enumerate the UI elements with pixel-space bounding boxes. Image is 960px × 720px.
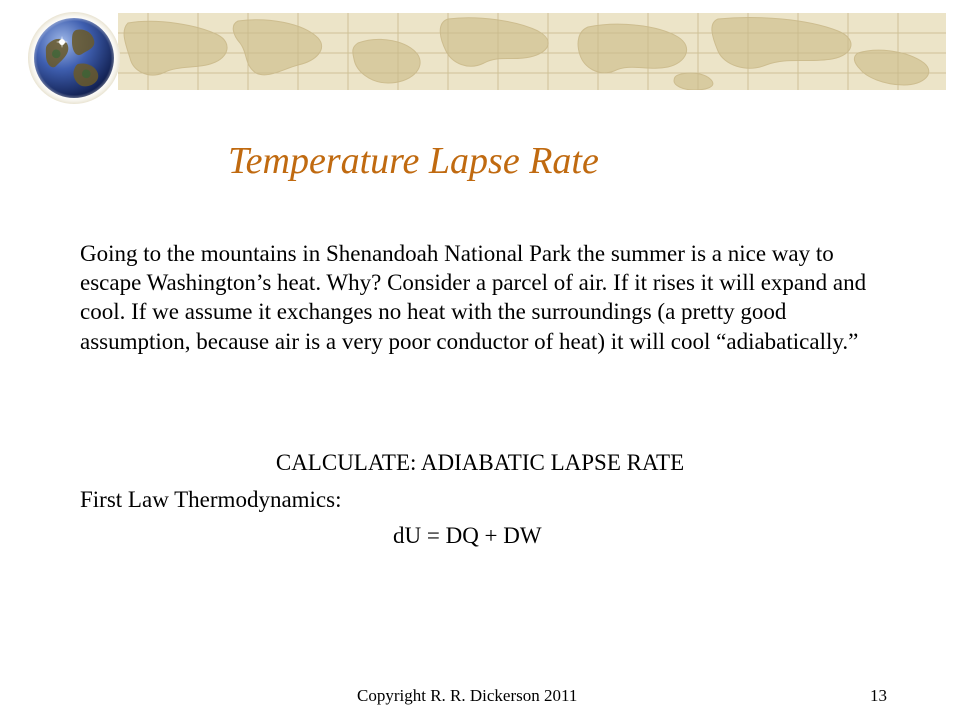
globe-icon — [26, 10, 122, 106]
slide-page-number: 13 — [870, 686, 887, 705]
world-map-banner — [118, 13, 946, 90]
first-law-label: First Law Thermodynamics: — [80, 487, 342, 512]
calculate-heading — [0, 448, 960, 477]
body-paragraph: Going to the mountains in Shenandoah National Park the summer is a nice way to escape Washington’s heat. Why? Consider a parcel of air. If it rises it will expand and cool. If we assume it exchanges no heat with the surroundings (a pretty good assumption, because air is a very poor conductor of heat) it will cool “adiabatically.” — [80, 241, 867, 354]
calculate-heading-text: CALCULATE: ADIABATIC LAPSE RATE — [275, 450, 685, 475]
first-law-equation: dU = DQ + DW — [393, 523, 542, 548]
copyright-footer: Copyright R. R. Dickerson 2011 — [357, 686, 578, 705]
slide-title: Temperature Lapse Rate — [228, 140, 599, 182]
world-map-graphic — [118, 13, 946, 90]
